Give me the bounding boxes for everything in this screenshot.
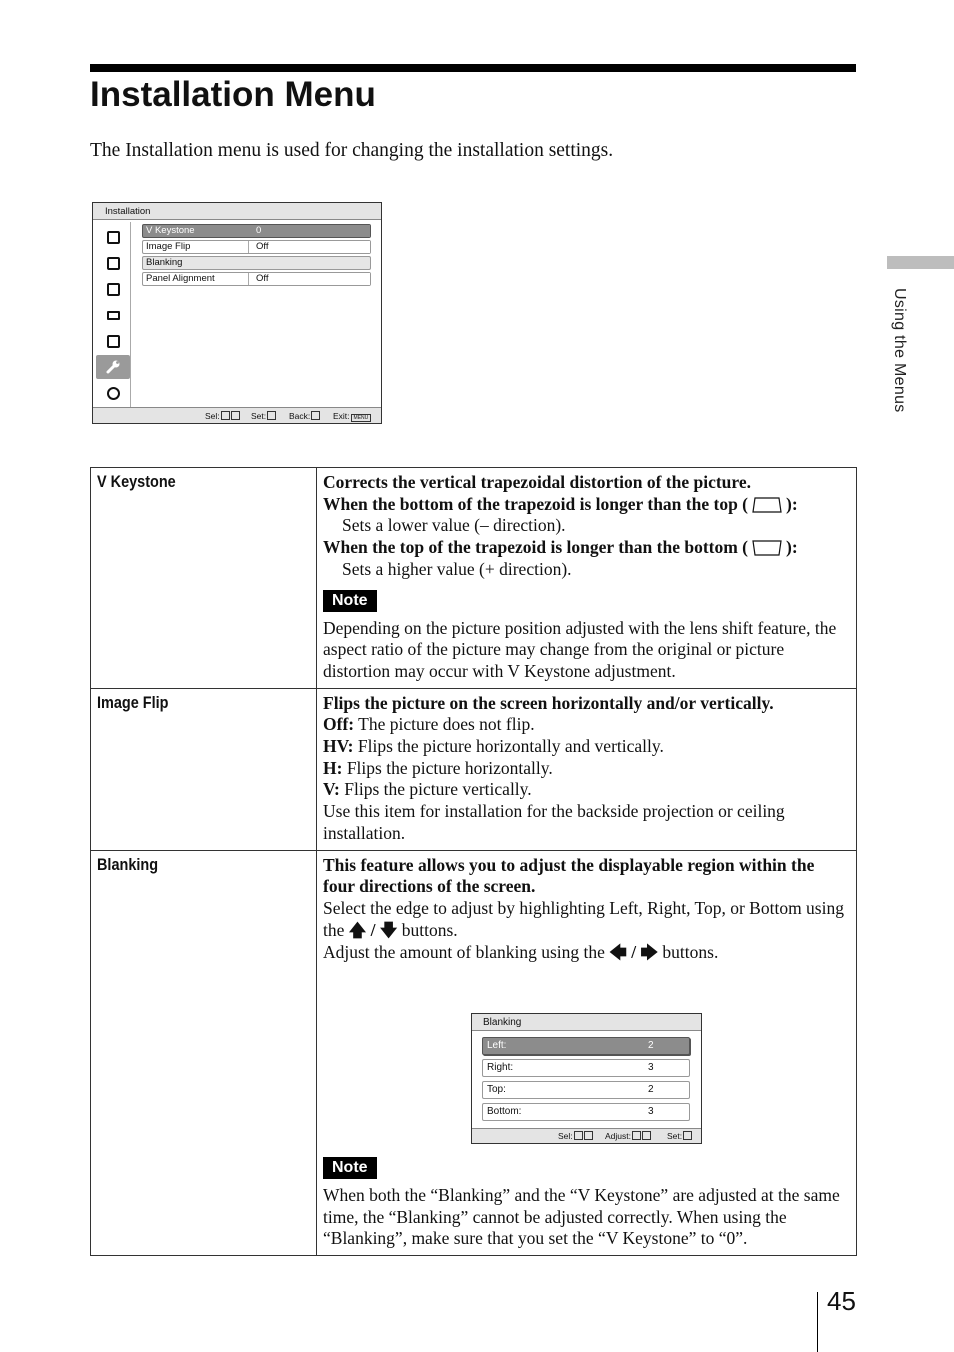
settings-table bbox=[90, 467, 857, 1256]
blanking-footer-adjust: Adjust: bbox=[605, 1129, 651, 1144]
left-key-icon bbox=[311, 411, 320, 420]
v-keystone-case1: When the bottom of the trapezoid is longer than the top ( ): bbox=[323, 493, 798, 514]
setup-icon bbox=[96, 303, 130, 327]
osd-footer-sel: Sel: bbox=[205, 408, 240, 424]
note-label: Note bbox=[323, 1157, 377, 1179]
v-keystone-case1-text: Sets a lower value (– direction). bbox=[342, 515, 566, 536]
image-flip-usage: Use this item for installation for the backside projection or ceiling installation. bbox=[323, 801, 785, 843]
installation-menu-screen bbox=[92, 202, 382, 424]
note-label: Note bbox=[323, 590, 377, 612]
blanking-osd-footer bbox=[472, 1128, 701, 1143]
osd-footer-back: Back: bbox=[289, 408, 320, 424]
page-title: Installation Menu bbox=[90, 75, 376, 114]
blanking-footer-sel: Sel: bbox=[558, 1129, 593, 1144]
function-icon bbox=[96, 329, 130, 353]
term-cell: Blanking bbox=[91, 850, 317, 1256]
blanking-row-left[interactable]: Left: 2 bbox=[482, 1037, 690, 1055]
image-flip-option-hv: HV: Flips the picture horizontally and vertically. bbox=[323, 736, 664, 757]
trapezoid-wide-bottom-icon bbox=[752, 497, 782, 513]
term-cell: V Keystone bbox=[91, 468, 317, 689]
blanking-row-bottom[interactable]: Bottom: 3 bbox=[482, 1103, 690, 1121]
osd-row-label: Blanking bbox=[146, 257, 183, 268]
right-arrow-icon: 🡆 bbox=[640, 943, 659, 964]
intro-text: The Installation menu is used for changing the installation settings. bbox=[90, 140, 614, 161]
table-row-blanking bbox=[91, 850, 857, 1256]
trapezoid-wide-top-icon bbox=[752, 540, 782, 556]
blanking-row-right[interactable]: Right: 3 bbox=[482, 1059, 690, 1077]
osd-row-value: 0 bbox=[249, 225, 370, 237]
osd-row-label: Image Flip bbox=[146, 241, 191, 252]
up-key-icon bbox=[574, 1131, 583, 1140]
blanking-menu-screen bbox=[471, 1013, 702, 1144]
osd-row-label: Panel Alignment bbox=[146, 273, 215, 284]
v-keystone-lead: Corrects the vertical trapezoidal distortion of the picture. bbox=[323, 472, 751, 492]
picture-icon bbox=[96, 225, 130, 249]
down-key-icon bbox=[231, 411, 240, 420]
enter-key-icon bbox=[267, 411, 276, 420]
osd-footer-exit: Exit: MENU bbox=[333, 408, 371, 426]
osd-footer-set: Set: bbox=[251, 408, 276, 424]
left-arrow-icon: 🡄 bbox=[609, 943, 627, 964]
description-cell bbox=[317, 468, 857, 689]
menu-key-icon: MENU bbox=[351, 414, 372, 422]
up-key-icon bbox=[221, 411, 230, 420]
table-row-v-keystone bbox=[91, 468, 857, 689]
image-flip-option-off: Off: The picture does not flip. bbox=[323, 714, 535, 735]
information-icon bbox=[96, 381, 130, 405]
blanking-osd-list bbox=[482, 1037, 690, 1125]
v-keystone-case2-text: Sets a higher value (+ direction). bbox=[342, 558, 572, 579]
down-key-icon bbox=[584, 1131, 593, 1140]
osd-row-blanking[interactable] bbox=[142, 256, 371, 270]
image-flip-option-h: H: Flips the picture horizontally. bbox=[323, 757, 553, 778]
up-arrow-icon: 🡅 bbox=[348, 920, 367, 941]
table-row-image-flip bbox=[91, 688, 857, 850]
description-cell bbox=[317, 850, 857, 1256]
right-key-icon bbox=[642, 1131, 651, 1140]
page-number-rule bbox=[817, 1292, 818, 1352]
blanking-osd-title: Blanking bbox=[472, 1014, 701, 1031]
advanced-picture-icon bbox=[96, 251, 130, 275]
left-key-icon bbox=[632, 1131, 641, 1140]
osd-row-image-flip[interactable] bbox=[142, 240, 371, 254]
blanking-row-top[interactable]: Top: 2 bbox=[482, 1081, 690, 1099]
osd-footer bbox=[93, 407, 381, 423]
section-side-label: Using the Menus bbox=[891, 288, 908, 413]
header-rule bbox=[90, 64, 856, 72]
blanking-select-text: Select the edge to adjust by highlighting Left, Right, Top, or Bottom using the 🡅 / 🡇 buttons. bbox=[323, 897, 844, 941]
osd-title: Installation bbox=[93, 203, 381, 220]
page-number: 45 bbox=[827, 1286, 856, 1316]
osd-row-label: V Keystone bbox=[146, 225, 195, 236]
osd-row-value: Off bbox=[249, 241, 370, 253]
v-keystone-note-text: Depending on the picture position adjusted with the lens shift feature, the aspect ratio of the picture may change from the original or picture distortion may occur with V Keystone adjustment. bbox=[323, 617, 837, 681]
blanking-note-text: When both the “Blanking” and the “V Keystone” are adjusted at the same time, the “Blanking” cannot be adjusted correctly. When using the “Blanking”, make sure that you set the “V Keystone” to “0”. bbox=[323, 1185, 840, 1249]
screen-icon bbox=[96, 277, 130, 301]
blanking-footer-set: Set: bbox=[667, 1129, 692, 1144]
enter-key-icon bbox=[683, 1131, 692, 1140]
osd-menu-list bbox=[142, 224, 371, 288]
description-cell bbox=[317, 688, 857, 850]
osd-row-value: Off bbox=[249, 273, 370, 285]
installation-wrench-icon bbox=[96, 355, 130, 379]
v-keystone-case2: When the top of the trapezoid is longer than the bottom ( ): bbox=[323, 537, 798, 558]
image-flip-lead: Flips the picture on the screen horizontally and/or vertically. bbox=[323, 692, 774, 713]
osd-row-v-keystone[interactable] bbox=[142, 224, 371, 238]
osd-row-panel-alignment[interactable] bbox=[142, 272, 371, 286]
section-tab-marker bbox=[887, 256, 954, 269]
image-flip-option-v: V: Flips the picture vertically. bbox=[323, 779, 532, 800]
down-arrow-icon: 🡇 bbox=[379, 920, 398, 941]
blanking-lead: This feature allows you to adjust the displayable region within the four directions of the screen. bbox=[323, 854, 815, 897]
term-cell: Image Flip bbox=[91, 688, 317, 850]
blanking-adjust-text: Adjust the amount of blanking using the 🡄 / 🡆 buttons. bbox=[323, 942, 719, 964]
